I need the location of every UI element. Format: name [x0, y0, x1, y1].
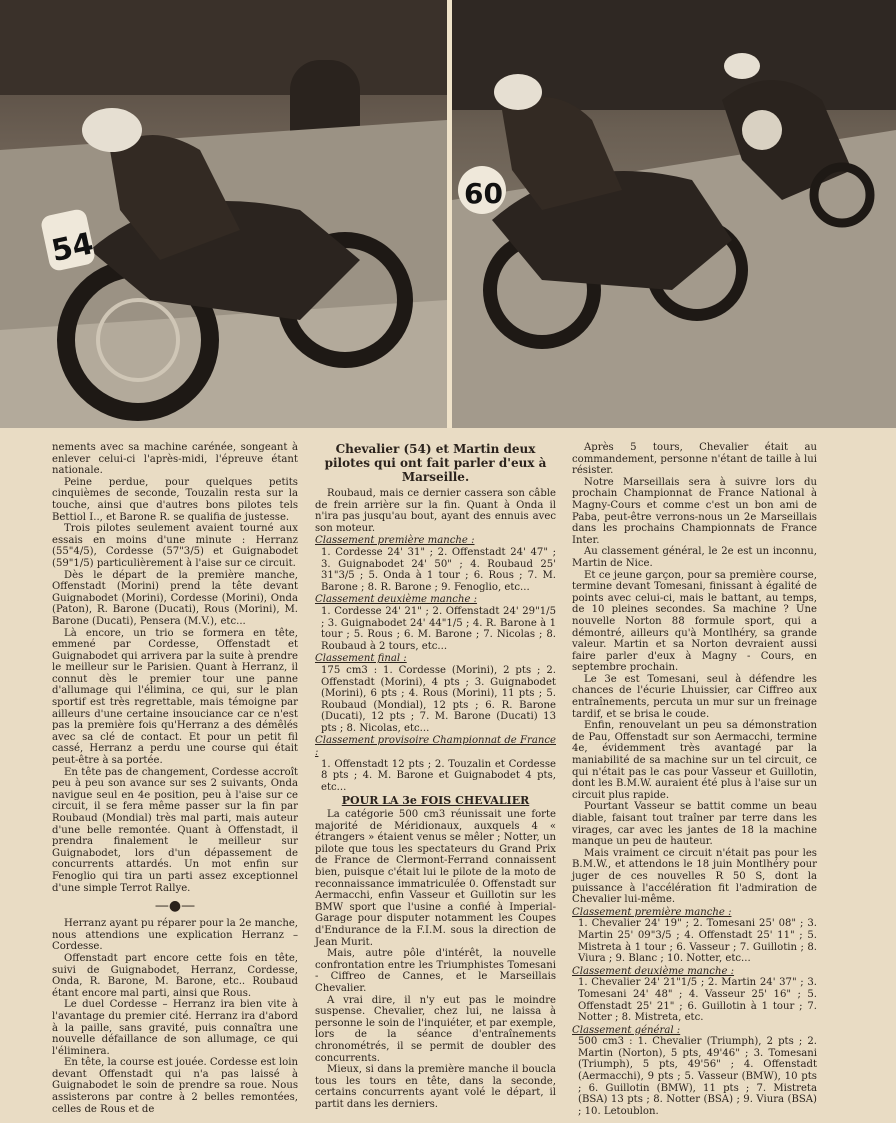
results-heading: Classement deuxième manche :: [315, 594, 478, 606]
paragraph: En tête pas de changement, Cordesse accroît peu à peu son avance sur ses 2 suivants, Onda navigue seul en 4e position, peu à l'aise sur ce circuit, il se fera même passer sur la fin par Roubaud (Mondial) très mal parti, mais auteur d'une belle remontée. Quant à Offenstadt, il prendra finalement le meilleur sur Guignabodet, lors d'un dépassement de concurrents attardés. Un mot enfin sur Fenoglio qui tira un parti assez exceptionnel d'une simple Terrot Rallye.: [52, 766, 298, 894]
results-list: 1. Cordesse 24' 31" ; 2. Offenstadt 24' 47" ; 3. Guignabodet 24' 50" ; 4. Roubaud 25' 31"3/5 ; 5. Onda à 1 tour ; 6. Rous ; 7. M. Barone ; 8. R. Barone ; 9. Fenoglio, etc...: [321, 546, 556, 593]
paragraph: Le duel Cordesse – Herranz ira bien vite à l'avantage du premier cité. Herranz ira d'abord à la paille, sans gravité, puis connaîtra une nouvelle défaillance de son allumage, ce qui l'éliminera.: [52, 999, 298, 1057]
paragraph: Notre Marseillais sera à suivre lors du prochain Championnat de France National à Magny-Cours et comme c'est un bon ami de Paba, peut-être verrons-nous un 2e Marseillais dans les prochains Championnats de France Inter.: [572, 476, 817, 546]
race-number-60: 60: [464, 177, 503, 210]
article-column-2: [315, 442, 556, 1110]
results-heading: Classement final :: [315, 653, 407, 665]
paragraph: nements avec sa machine carénée, songeant à enlever celui-ci l'après-midi, l'épreuve étant nationale.: [52, 442, 298, 477]
results-list: 1. Cordesse 24' 21" ; 2. Offenstadt 24' 29"1/5 ; 3. Guignabodet 24' 44"1/5 ; 4. R. Barone à 1 tour ; 5. Rous ; 6. M. Barone ; 7. Nicolas ; 8. Roubaud à 2 tours, etc...: [321, 605, 556, 652]
paragraph: Trois pilotes seulement avaient tourné aux essais en moins d'une minute : Herranz (55"4/5), Cordesse (57"3/5) et Guignabodet (59"1/5) particulièrement à l'aise sur ce circuit.: [52, 523, 298, 569]
results-heading: Classement première manche :: [572, 906, 732, 918]
section-divider: —●—: [154, 898, 196, 915]
paragraph: Mais vraiment ce circuit n'était pas pour les B.M.W., et attendons le 18 juin Montlhéry pour juger de ces nouvelles R 50 S, dont la puissance à l'accélération fit l'admiration de Chevalier lui-même.: [572, 847, 817, 906]
paragraph: Mieux, si dans la première manche il boucla tous les tours en tête, dans la seconde, certains concurrents ayant volé le départ, il partit dans les derniers.: [315, 1064, 556, 1110]
article-column-3: [572, 442, 817, 1117]
paragraph: La catégorie 500 cm3 réunissait une forte majorité de Méridionaux, auxquels 4 « étrangers » étaient venus se mêler ; Notter, un pilote que tous les spectateurs du Grand Prix de France de Clermont-Ferrand connaissent bien, puisque c'était lui le pilote de la moto de reconnaissance immatriculée 0. Offenstadt sur Aermacchi, enfin Vasseur et Guillotin sur les BMW sport que l'usine a confié à Imperial-Garage pour disputer notamment les Coupes d'Endurance de la F.I.M. sous la direction de Jean Murit.: [315, 809, 556, 948]
results-heading: Classement deuxième manche :: [572, 965, 735, 977]
results-list: 500 cm3 : 1. Chevalier (Triumph), 2 pts ; 2. Martin (Norton), 5 pts, 49'46" ; 3. Tomesani (Triumph), 5 pts, 49'56" ; 4. Offenstadt (Aermacchi), 9 pts ; 5. Vasseur (BMW), 10 pts ; 6. Guillotin (BMW), 11 pts ; 7. Mistreta (BSA) 13 pts ; 8. Notter (BSA) ; 9. Viura (BSA) ; 10. Letoublon.: [578, 1036, 817, 1117]
paragraph: Enfin, renouvelant un peu sa démonstration de Pau, Offenstadt sur son Aermacchi, termine 4e, évidemment très avantagé par la maniabilité de sa machine sur un tel circuit, ce qui n'était pas le cas pour Vasseur et Guillotin, dont les B.M.W. auraient été plus à l'aise sur un circuit plus rapide.: [572, 720, 817, 801]
paragraph: En tête, la course est jouée. Cordesse est loin devant Offenstadt qui n'a pas laissé à Guignabodet le soin de prendre sa roue. Nous assisterons par contre à 2 belles remontées, celles de Rous et de: [52, 1057, 298, 1115]
paragraph: Herranz ayant pu réparer pour la 2e manche, nous attendions une explication Herranz – Cordesse.: [52, 918, 298, 953]
paragraph: Au classement général, le 2e est un inconnu, Martin de Nice.: [572, 546, 817, 569]
paragraph: Dès le départ de la première manche, Offenstadt (Morini) prend la tête devant Guignabodet (Morini), Cordesse (Morini), Onda (Paton), R. Barone (Ducati), Rous (Morini), M. Barone (Ducati), Pensera (M.V.), etc...: [52, 569, 298, 627]
results-list: 1. Offenstadt 12 pts ; 2. Touzalin et Cordesse 8 pts ; 4. M. Barone et Guignabodet 4 pts, etc...: [321, 758, 556, 793]
paragraph: Et ce jeune garçon, pour sa première course, termine devant Tomesani, finissant à égalité de points avec celui-ci, mais le battant, au temps, de 10 pleines secondes. Sa machine ? Une nouvelle Norton 88 formule sport, qui a démontré, ailleurs qu'à Montlhéry, sa grande valeur. Martin et sa Norton devraient aussi faire parler d'eux à Magny - Cours, en septembre prochain.: [572, 569, 817, 674]
article-column-1: [52, 442, 298, 1115]
results-list: 1. Chevalier 24' 21"1/5 ; 2. Martin 24' 37" ; 3. Tomesani 24' 48" ; 4. Vasseur 25' 16" ; 5. Offenstadt 25' 21" ; 6. Guillotin à 1 tour ; 7. Notter ; 8. Mistreta, etc.: [578, 977, 817, 1024]
paragraph: Là encore, un trio se formera en tête, emmené par Cordesse, Offenstadt et Guignabodet qui arrivera par la suite à prendre le meilleur sur le Parisien. Quant à Herranz, il connut dès le premier tour une panne d'allumage qui l'élimina, ce qui, sur le plan sportif est très regrettable, mais témoigne par ailleurs d'une certaine insouciance car ce n'est pas la première fois qu'Herranz a des démêlés avec sa clé de contact. Et pour un petit fil cassé, Herranz a perdu une course qui était peut-être à sa portée.: [52, 627, 298, 767]
paragraph: Mais, autre pôle d'intérêt, la nouvelle confrontation entre les Triumphistes Tomesani - Ciffreo de Cannes, et le Marseillais Chevalier.: [315, 948, 556, 994]
paragraph: Pourtant Vasseur se battit comme un beau diable, faisant tout traîner par terre dans les virages, car avec les jantes de 18 la machine manque un peu de hauteur.: [572, 801, 817, 848]
paragraph: Roubaud, mais ce dernier cassera son câble de frein arrière sur la fin. Quant à Onda il n'ira pas jusqu'au bout, ayant des ennuis avec son moteur.: [315, 488, 556, 534]
results-heading: Classement provisoire Championnat de France :: [315, 735, 556, 759]
photo-caption: Chevalier (54) et Martin deux pilotes qui ont fait parler d'eux à Marseille.: [324, 442, 547, 484]
paragraph: Offenstadt part encore cette fois en tête, suivi de Guignabodet, Herranz, Cordesse, Onda, R. Barone, M. Barone, etc.. Roubaud étant encore mal parti, ainsi que Rous.: [52, 952, 298, 999]
results-list: 1. Chevalier 24' 19" ; 2. Tomesani 25' 08" ; 3. Martin 25' 09"3/5 ; 4. Offenstadt 25' 11" ; 5. Mistreta à 1 tour ; 6. Vasseur ; 7. Guillotin ; 8. Viura ; 9. Blanc ; 10. Notter, etc...: [578, 918, 817, 965]
paragraph: A vrai dire, il n'y eut pas le moindre suspense. Chevalier, chez lui, ne laissa à personne le soin de l'inquiéter, et par exemple, lors de la séance d'entraînements chronométrés, il se permit de doubler des concurrents.: [315, 994, 556, 1064]
results-list: 175 cm3 : 1. Cordesse (Morini), 2 pts ; 2. Offenstadt (Morini), 4 pts ; 3. Guignabodet (Morini), 6 pts ; 4. Rous (Morini), 11 pts ; 5. Roubaud (Mondial), 12 pts ; 6. R. Barone (Ducati), 12 pts ; 7. M. Barone (Ducati) 13 pts ; 8. Nicolas, etc...: [321, 664, 556, 734]
section-title: POUR LA 3e FOIS CHEVALIER: [341, 794, 530, 808]
photo-rider-60: [452, 0, 896, 428]
paragraph: Peine perdue, pour quelques petits cinquièmes de seconde, Touzalin resta sur la touche, ainsi que d'autres bons pilotes tels Bettiol I.., et Barone R. se qualifia de justesse.: [52, 476, 298, 523]
race-number-54: 54: [48, 226, 97, 270]
photo-strip: [0, 0, 896, 428]
results-heading: Classement première manche :: [315, 535, 475, 547]
paragraph: Le 3e est Tomesani, seul à défendre les chances de l'écurie Lhuissier, car Ciffreo aux entraînements, percuta un mur sur un freinage tardif, et se brisa le coude.: [572, 673, 817, 720]
photo-rider-54: [0, 0, 447, 428]
results-heading: Classement général :: [572, 1024, 681, 1036]
paragraph: Après 5 tours, Chevalier était au commandement, personne n'étant de taille à lui résister.: [572, 442, 817, 477]
